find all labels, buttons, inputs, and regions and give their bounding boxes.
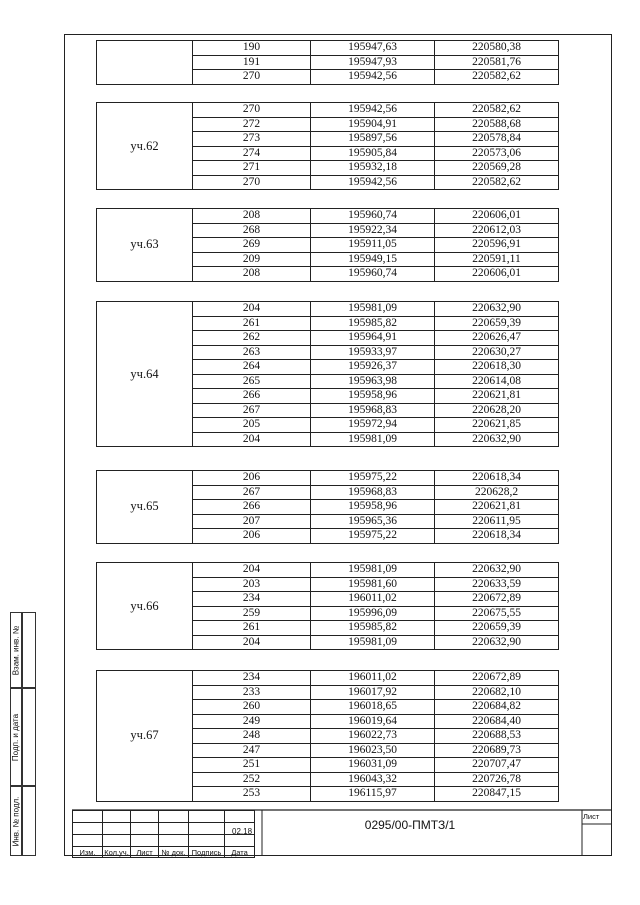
y-coordinate-cell: 220591,11	[435, 252, 559, 267]
y-coordinate-cell: 220632,90	[435, 302, 559, 317]
x-coordinate-cell: 195968,83	[311, 403, 435, 418]
title-block-cell	[159, 835, 189, 847]
point-number-cell: 264	[193, 360, 311, 375]
x-coordinate-cell: 196011,02	[311, 671, 435, 686]
x-coordinate-cell: 195964,91	[311, 331, 435, 346]
point-number-cell: 261	[193, 621, 311, 636]
y-coordinate-cell: 220582,62	[435, 175, 559, 190]
x-coordinate-cell: 195996,09	[311, 606, 435, 621]
y-coordinate-cell: 220688,53	[435, 729, 559, 744]
y-coordinate-cell: 220707,47	[435, 758, 559, 773]
title-block-cell	[189, 811, 225, 823]
x-coordinate-cell: 195981,09	[311, 635, 435, 650]
section-label: уч.62	[97, 103, 193, 190]
title-block-grid	[72, 810, 255, 858]
point-number-cell: 259	[193, 606, 311, 621]
title-block-cell	[103, 811, 131, 823]
x-coordinate-cell: 196022,73	[311, 729, 435, 744]
x-coordinate-cell: 195933,97	[311, 345, 435, 360]
point-number-cell: 260	[193, 700, 311, 715]
point-number-cell: 265	[193, 374, 311, 389]
sheet-label: Лист	[583, 812, 600, 821]
point-number-cell: 204	[193, 563, 311, 578]
x-coordinate-cell: 195985,82	[311, 621, 435, 636]
title-block-cell	[225, 835, 255, 847]
y-coordinate-cell: 220659,39	[435, 621, 559, 636]
point-number-cell: 190	[193, 41, 311, 56]
section-label: уч.67	[97, 671, 193, 802]
point-number-cell: 274	[193, 146, 311, 161]
title-block-cell	[159, 811, 189, 823]
y-coordinate-cell: 220618,34	[435, 529, 559, 544]
title-block-cell	[131, 823, 159, 835]
side-stamp-3-value	[22, 786, 36, 856]
point-number-cell: 208	[193, 209, 311, 224]
x-coordinate-cell: 195947,93	[311, 55, 435, 70]
x-coordinate-cell: 195981,09	[311, 302, 435, 317]
x-coordinate-cell: 195965,36	[311, 514, 435, 529]
y-coordinate-cell: 220689,73	[435, 743, 559, 758]
section-label: уч.64	[97, 302, 193, 447]
x-coordinate-cell: 195981,09	[311, 563, 435, 578]
point-number-cell: 247	[193, 743, 311, 758]
y-coordinate-cell: 220596,91	[435, 238, 559, 253]
coordinates-table	[96, 562, 559, 650]
section-label	[97, 41, 193, 85]
section-table-67	[96, 670, 559, 802]
y-coordinate-cell: 220606,01	[435, 267, 559, 282]
x-coordinate-cell: 195958,96	[311, 500, 435, 515]
section-label: уч.65	[97, 471, 193, 544]
section-table-continued	[96, 40, 559, 85]
point-number-cell: 204	[193, 432, 311, 447]
point-number-cell: 203	[193, 577, 311, 592]
y-coordinate-cell: 220632,90	[435, 432, 559, 447]
table-row	[97, 103, 559, 118]
y-coordinate-cell: 220626,47	[435, 331, 559, 346]
x-coordinate-cell: 195981,09	[311, 432, 435, 447]
title-block-cell	[73, 811, 103, 823]
point-number-cell: 251	[193, 758, 311, 773]
point-number-cell: 204	[193, 302, 311, 317]
x-coordinate-cell: 195911,05	[311, 238, 435, 253]
title-block-row	[73, 811, 255, 823]
x-coordinate-cell: 196031,09	[311, 758, 435, 773]
y-coordinate-cell: 220628,20	[435, 403, 559, 418]
title-block-cell	[103, 835, 131, 847]
y-coordinate-cell: 220578,84	[435, 132, 559, 147]
y-coordinate-cell: 220672,89	[435, 671, 559, 686]
y-coordinate-cell: 220621,85	[435, 418, 559, 433]
point-number-cell: 191	[193, 55, 311, 70]
point-number-cell: 263	[193, 345, 311, 360]
title-block-header-cell: Дата	[225, 847, 255, 858]
y-coordinate-cell: 220632,90	[435, 563, 559, 578]
point-number-cell: 234	[193, 671, 311, 686]
title-block-row	[73, 823, 255, 835]
y-coordinate-cell: 220726,78	[435, 772, 559, 787]
y-coordinate-cell: 220569,28	[435, 161, 559, 176]
x-coordinate-cell: 195981,60	[311, 577, 435, 592]
title-block-header-cell: Изм.	[73, 847, 103, 858]
point-number-cell: 262	[193, 331, 311, 346]
y-coordinate-cell: 220630,27	[435, 345, 559, 360]
point-number-cell: 266	[193, 389, 311, 404]
x-coordinate-cell: 195942,56	[311, 103, 435, 118]
coordinates-table	[96, 301, 559, 447]
title-block	[72, 810, 612, 856]
title-block-cell	[131, 835, 159, 847]
side-stamp-1	[10, 612, 22, 688]
x-coordinate-cell: 196017,92	[311, 685, 435, 700]
y-coordinate-cell: 220684,40	[435, 714, 559, 729]
title-block-cell	[159, 823, 189, 835]
section-table-64	[96, 301, 559, 447]
point-number-cell: 207	[193, 514, 311, 529]
title-block-row	[73, 835, 255, 847]
x-coordinate-cell: 195958,96	[311, 389, 435, 404]
y-coordinate-cell: 220606,01	[435, 209, 559, 224]
table-row	[97, 41, 559, 56]
title-block-header-cell: Лист	[131, 847, 159, 858]
point-number-cell: 270	[193, 175, 311, 190]
y-coordinate-cell: 220847,15	[435, 787, 559, 802]
x-coordinate-cell: 196011,02	[311, 592, 435, 607]
title-block-cell	[225, 811, 255, 823]
x-coordinate-cell: 195985,82	[311, 316, 435, 331]
y-coordinate-cell: 220675,55	[435, 606, 559, 621]
x-coordinate-cell: 195922,34	[311, 223, 435, 238]
y-coordinate-cell: 220628,2	[435, 485, 559, 500]
point-number-cell: 208	[193, 267, 311, 282]
section-table-65	[96, 470, 559, 544]
point-number-cell: 253	[193, 787, 311, 802]
x-coordinate-cell: 196115,97	[311, 787, 435, 802]
point-number-cell: 252	[193, 772, 311, 787]
side-stamp-label: Инв. № подл.	[11, 796, 21, 846]
table-row	[97, 302, 559, 317]
table-row	[97, 671, 559, 686]
point-number-cell: 233	[193, 685, 311, 700]
x-coordinate-cell: 195926,37	[311, 360, 435, 375]
x-coordinate-cell: 195975,22	[311, 529, 435, 544]
point-number-cell: 248	[193, 729, 311, 744]
title-block-header-cell: Кол.уч.	[104, 847, 129, 857]
y-coordinate-cell: 220659,39	[435, 316, 559, 331]
y-coordinate-cell: 220573,06	[435, 146, 559, 161]
title-block-header-row	[73, 847, 255, 858]
y-coordinate-cell: 220618,34	[435, 471, 559, 486]
y-coordinate-cell: 220611,95	[435, 514, 559, 529]
section-table-62	[96, 102, 559, 190]
point-number-cell: 270	[193, 70, 311, 85]
document-code: 0295/00-ПМТЗ/1	[364, 818, 456, 832]
title-block-cell	[73, 823, 103, 835]
side-stamp-1-value	[22, 612, 36, 688]
point-number-cell: 271	[193, 161, 311, 176]
point-number-cell: 273	[193, 132, 311, 147]
section-label: уч.63	[97, 209, 193, 282]
title-block-cell	[189, 835, 225, 847]
point-number-cell: 209	[193, 252, 311, 267]
y-coordinate-cell: 220582,62	[435, 70, 559, 85]
point-number-cell: 261	[193, 316, 311, 331]
x-coordinate-cell: 195932,18	[311, 161, 435, 176]
table-row	[97, 563, 559, 578]
y-coordinate-cell: 220632,90	[435, 635, 559, 650]
coordinates-table	[96, 208, 559, 282]
side-stamp-2-value	[22, 688, 36, 786]
coordinates-table	[96, 102, 559, 190]
side-stamp-2	[10, 688, 22, 786]
y-coordinate-cell: 220621,81	[435, 389, 559, 404]
point-number-cell: 206	[193, 471, 311, 486]
title-block-cell	[73, 835, 103, 847]
x-coordinate-cell: 195904,91	[311, 117, 435, 132]
y-coordinate-cell: 220621,81	[435, 500, 559, 515]
y-coordinate-cell: 220580,38	[435, 41, 559, 56]
x-coordinate-cell: 195960,74	[311, 209, 435, 224]
point-number-cell: 266	[193, 500, 311, 515]
side-stamp-3	[10, 786, 22, 856]
point-number-cell: 272	[193, 117, 311, 132]
point-number-cell: 249	[193, 714, 311, 729]
coordinates-table	[96, 470, 559, 544]
x-coordinate-cell: 196023,50	[311, 743, 435, 758]
point-number-cell: 268	[193, 223, 311, 238]
x-coordinate-cell: 195905,84	[311, 146, 435, 161]
point-number-cell: 206	[193, 529, 311, 544]
title-block-cell	[131, 811, 159, 823]
section-table-66	[96, 562, 559, 650]
x-coordinate-cell: 196019,64	[311, 714, 435, 729]
point-number-cell: 204	[193, 635, 311, 650]
x-coordinate-cell: 195963,98	[311, 374, 435, 389]
y-coordinate-cell: 220618,30	[435, 360, 559, 375]
title-block-date-value: 02.18	[232, 827, 253, 836]
point-number-cell: 267	[193, 485, 311, 500]
y-coordinate-cell: 220633,59	[435, 577, 559, 592]
x-coordinate-cell: 196018,65	[311, 700, 435, 715]
section-label: уч.66	[97, 563, 193, 650]
y-coordinate-cell: 220588,68	[435, 117, 559, 132]
point-number-cell: 234	[193, 592, 311, 607]
y-coordinate-cell: 220682,10	[435, 685, 559, 700]
point-number-cell: 267	[193, 403, 311, 418]
section-table-63	[96, 208, 559, 282]
y-coordinate-cell: 220684,82	[435, 700, 559, 715]
y-coordinate-cell: 220614,08	[435, 374, 559, 389]
side-stamp-label: Подп. и дата	[11, 713, 21, 761]
x-coordinate-cell: 195942,56	[311, 175, 435, 190]
y-coordinate-cell: 220612,03	[435, 223, 559, 238]
x-coordinate-cell: 195942,56	[311, 70, 435, 85]
x-coordinate-cell: 195947,63	[311, 41, 435, 56]
point-number-cell: 270	[193, 103, 311, 118]
x-coordinate-cell: 195897,56	[311, 132, 435, 147]
side-stamp-label: Взам. инв. №	[11, 625, 21, 675]
title-block-cell	[103, 823, 131, 835]
title-block-header-cell: Подпись	[189, 847, 225, 858]
title-block-header-cell: № док.	[159, 847, 189, 858]
x-coordinate-cell: 195968,83	[311, 485, 435, 500]
table-row	[97, 471, 559, 486]
y-coordinate-cell: 220672,89	[435, 592, 559, 607]
table-row	[97, 209, 559, 224]
x-coordinate-cell: 195949,15	[311, 252, 435, 267]
y-coordinate-cell: 220581,76	[435, 55, 559, 70]
y-coordinate-cell: 220582,62	[435, 103, 559, 118]
x-coordinate-cell: 195960,74	[311, 267, 435, 282]
point-number-cell: 269	[193, 238, 311, 253]
point-number-cell: 205	[193, 418, 311, 433]
title-block-cell	[189, 823, 225, 835]
x-coordinate-cell: 195975,22	[311, 471, 435, 486]
x-coordinate-cell: 196043,32	[311, 772, 435, 787]
coordinates-table	[96, 670, 559, 802]
x-coordinate-cell: 195972,94	[311, 418, 435, 433]
coordinates-table	[96, 40, 559, 85]
